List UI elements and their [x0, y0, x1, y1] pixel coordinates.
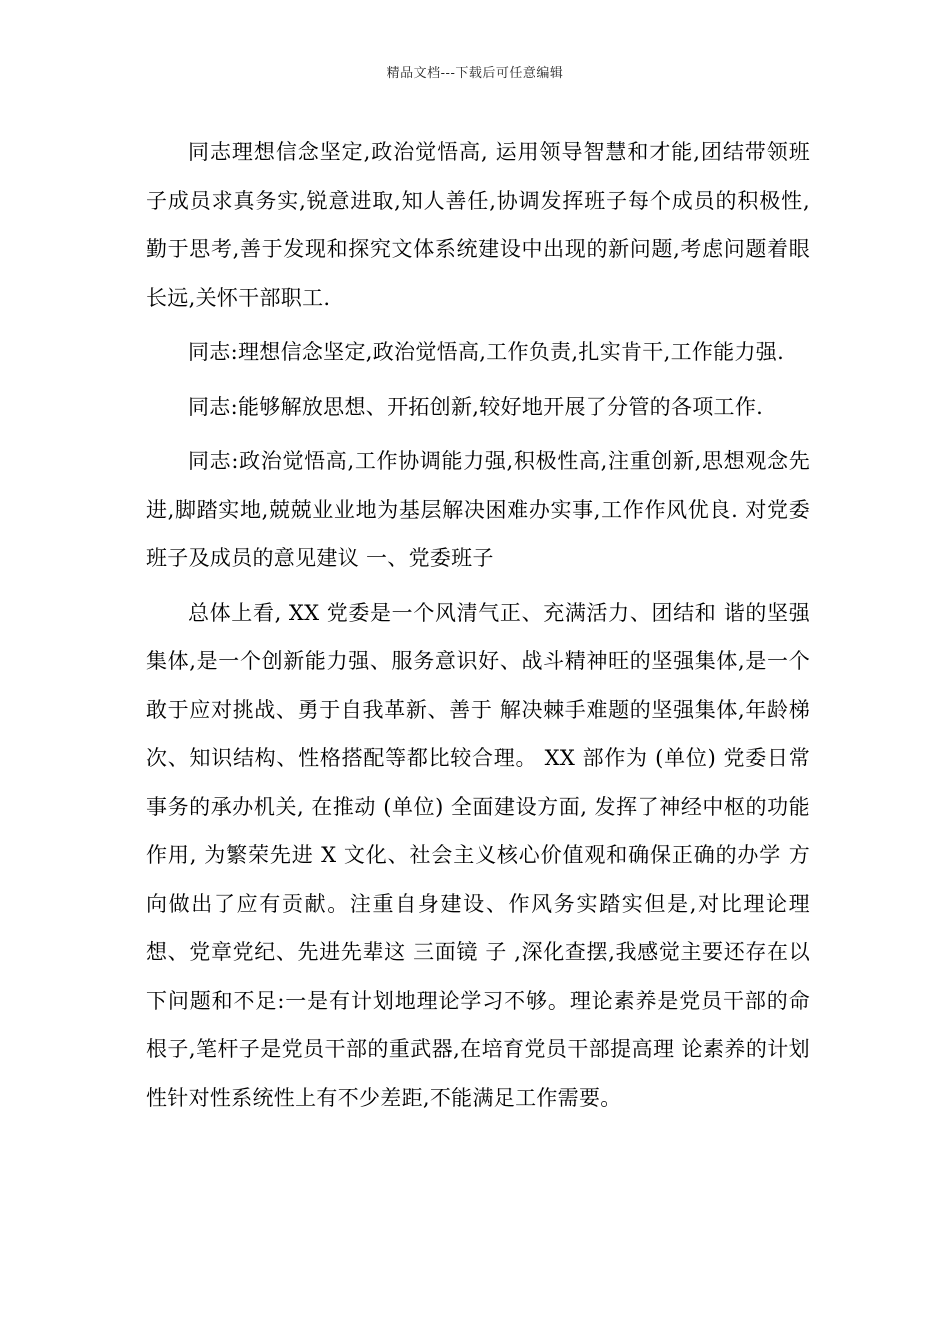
document-body	[146, 128, 810, 1122]
paragraph: 同志:理想信念坚定,政治觉悟高,工作负责,扎实肯干,工作能力强.	[188, 340, 785, 364]
paragraph: 同志:能够解放思想、开拓创新,较好地开展了分管的各项工作.	[188, 394, 764, 419]
paragraph: 同志:政治觉悟高,工作协调能力强,积极性高,注重创新,思想观念先进,脚踏实地,兢兢业业地为基层解决困难办实事,工作作风优良. 对党委班子及成员的意见建议 一、党委班子	[146, 449, 810, 570]
page-header: 精品文档---下载后可任意编辑	[386, 66, 564, 81]
paragraph: 同志理想信念坚定,政治觉悟高, 运用领导智慧和才能,团结带领班子成员求真务实,锐意进取,知人善任,协调发挥班子每个成员的积极性,勤于思考,善于发现和探究文体系统建设中出现的新问题,考虑问题着眼长远,关怀干部职工.	[146, 140, 810, 310]
paragraph: 总体上看, XX 党委是一个风清气正、充满活力、团结和 谐的坚强集体,是一个创新能力强、服务意识好、战斗精神旺的坚强集体,是一个敢于应对挑战、勇于自我革新、善于 解决棘手难题的坚强集体,年龄梯次、知识结构、性格搭配等都比较合理。 XX 部作为 (单位) 党委日常事务的承办机关, 在推动 (单位) 全面建设方面, 发挥了神经中枢的功能作用, 为繁荣先进 X 文化、社会主义核心价值观和确保正确的办学 方向做出了应有贡献。注重自身建设、作风务实踏实但是,对比理论理想、党章党纪、先进先辈这 三面镜 子 ,深化查摆,我感觉主要还存在以下问题和不足:一是有计划地理论学习不够。理论素养是党员干部的命 根子,笔杆子是党员干部的重武器,在培育党员干部提高理 论素养的计划性针对性系统性上有不少差距,不能满足工作需要。	[146, 600, 811, 1110]
